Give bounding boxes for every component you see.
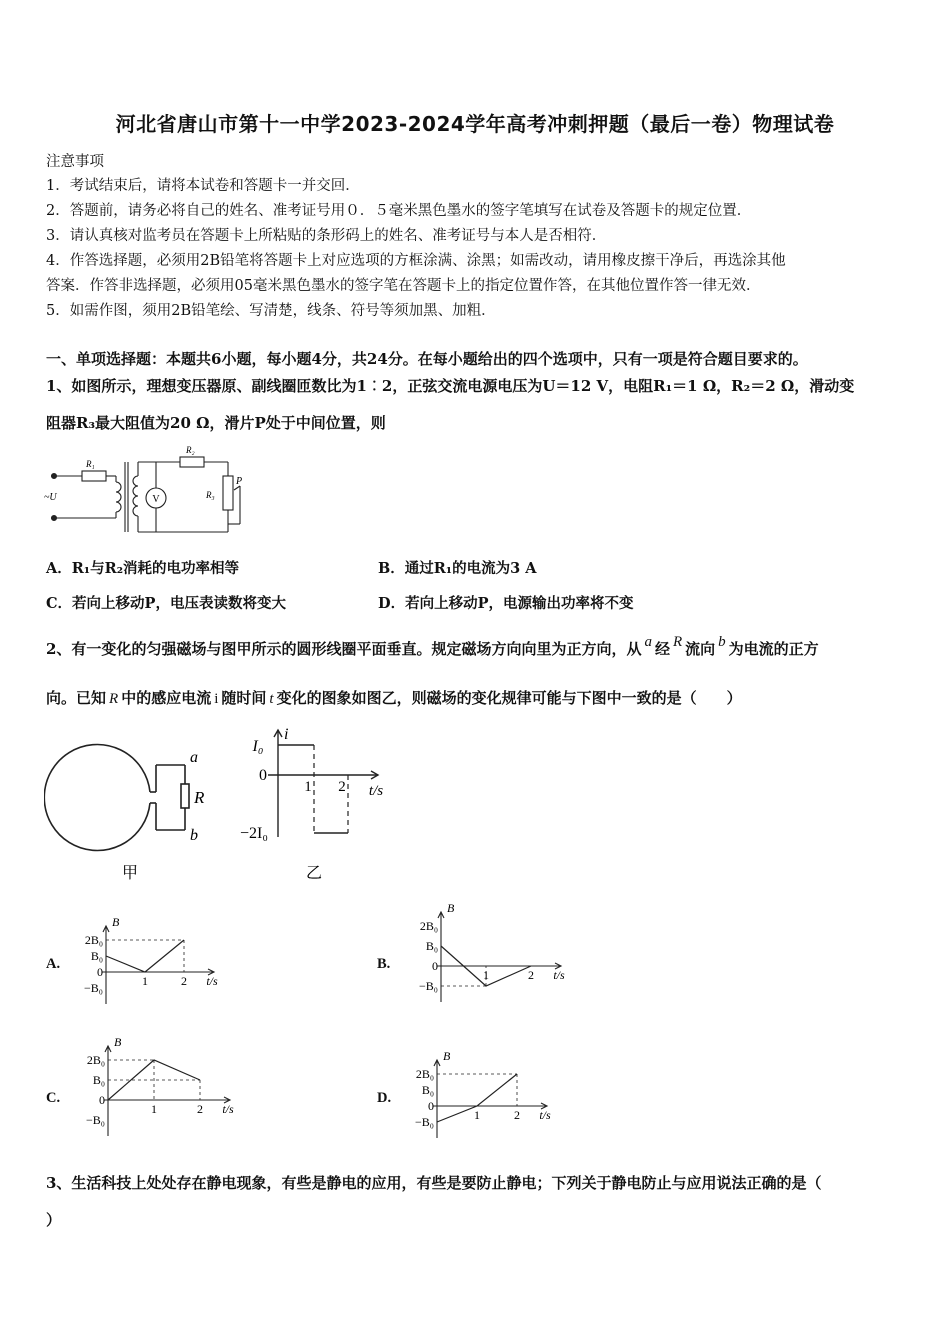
q1-option-a[interactable]: A．R₁与R₂消耗的电功率相等 [46,560,240,577]
q2-symbol-i: i [214,691,219,707]
tick-zero: 0 [428,1099,434,1113]
q2-option-b-label[interactable]: B. [377,956,391,972]
notice-item: 2．答题前，请务必将自己的姓名、准考证号用０．５毫米黑色墨水的签字笔填写在试卷及答题卡的规定位置． [46,203,752,219]
q3-stem-line2: ） [46,1211,62,1229]
jia-label-r: R [194,788,205,807]
r3-label: R₃ [206,490,215,500]
q2-symbol-b: b [718,634,726,650]
tick-2b0: 2B₀ [419,919,438,933]
axis-label-b: B [114,1035,122,1049]
jia-caption: 甲 [121,863,139,882]
q2-text: 2、有一变化的匀强磁场与图甲所示的圆形线圈平面垂直。规定磁场方向向里为正方向，从 [46,640,642,658]
q2-symbol-r: R [672,634,683,650]
tick-b0: B₀ [421,1083,434,1097]
yi-tick-2: 2 [338,779,346,795]
q2-symbol-r: R [109,691,119,707]
axis-label-t: t/s [539,1108,551,1122]
jia-label-b: b [190,827,198,844]
q2-graph-d[interactable] [405,1042,565,1150]
r2-label: R₂ [186,445,195,455]
q2-option-c-label[interactable]: C. [46,1090,61,1106]
q2-text: 流向 [685,640,716,658]
q2-text: 变化的图象如图乙，则磁场的变化规律可能与下图中一致的是（ ） [276,689,742,707]
notice-item: 4．作答选择题，必须用2B铅笔将答题卡上对应选项的方框涂满、涂黑；如需改动，请用橡皮擦干净后，再选涂其他 [46,253,786,269]
tick-zero: 0 [97,965,103,979]
tick-2b0: 2B₀ [86,1053,105,1067]
yi-tick-neg: −2I₀ [240,825,268,842]
tick-neg-b0: −B₀ [419,979,438,993]
axis-label-t: t/s [553,968,565,982]
q2-text: 为电流的正方 [728,640,819,658]
tick-neg-b0: −B₀ [415,1115,434,1129]
notice-item: 3．请认真核对监考员在答题卡上所粘贴的条形码上的姓名、准考证号与本人是否相符． [46,228,607,244]
section-heading: 一、单项选择题：本题共6小题，每小题4分，共24分。在每小题给出的四个选项中，只有一项是符合题目要求的。 [46,350,808,368]
r1-label: R₁ [86,459,95,469]
q2-text: 中的感应电流 [121,689,212,707]
q2-graph-a[interactable] [72,906,222,1006]
q2-stem-line2 [46,687,742,708]
notice-item: 5．如需作图，须用2B铅笔绘、写清楚，线条、符号等须加黑、加粗． [46,303,496,319]
voltmeter-label: V [152,494,160,505]
tick-2: 2 [514,1108,520,1122]
tick-1: 1 [151,1102,157,1116]
tick-zero: 0 [99,1093,105,1107]
yi-axis-i: i [284,726,289,743]
q1-stem-line1: 1、如图所示，理想变压器原、副线圈匝数比为1︰2，正弦交流电源电压为U＝12 V，电阻R₁＝1 Ω，R₂＝2 Ω，滑动变 [46,377,855,395]
q2-symbol-t: t [269,691,274,707]
tick-neg-b0: −B₀ [86,1113,105,1127]
b-curve [106,940,184,972]
tick-1: 1 [474,1108,480,1122]
axis-label-b: B [443,1049,451,1063]
axis-label-b: B [112,915,120,929]
q2-text: 经 [654,640,670,658]
q2-option-a-label[interactable]: A. [46,956,61,972]
tick-zero: 0 [432,959,438,973]
q2-graph-b[interactable] [405,898,575,1008]
tick-2: 2 [181,974,187,988]
axis-label-b: B [447,901,455,915]
q2-stem-line1 [46,634,819,659]
notice-item: 答案．作答非选择题，必须用05毫米黑色墨水的签字笔在答题卡上的指定位置作答，在其他位置作答一律无效． [46,278,761,294]
q2-graph-c[interactable] [72,1030,242,1150]
axis-label-t: t/s [206,974,218,988]
yi-tick-zero: 0 [259,767,267,784]
page-title: 河北省唐山市第十一中学2023-2024学年高考冲刺押题（最后一卷）物理试卷 [115,112,835,136]
tick-b0: B₀ [90,949,103,963]
jia-label-a: a [190,749,198,766]
q2-option-d-label[interactable]: D. [377,1090,392,1106]
yi-tick-1: 1 [304,779,312,795]
yi-caption: 乙 [305,863,323,882]
notice-item: 1．考试结束后，请将本试卷和答题卡一并交回． [46,178,360,194]
tick-b0: B₀ [425,939,438,953]
tick-2: 2 [197,1102,203,1116]
axis-label-t: t/s [222,1102,234,1116]
source-u-label: ~U [44,492,57,503]
tick-b0: B₀ [92,1073,105,1087]
tick-1: 1 [142,974,148,988]
tick-2b0: 2B₀ [84,933,103,947]
q2-text: 向。已知 [46,689,107,707]
yi-axis-t: t/s [368,783,384,799]
q1-option-d[interactable]: D．若向上移动P，电源输出功率将不变 [378,595,634,612]
notice-heading: 注意事项 [46,154,104,170]
q2-figure-yi [228,725,398,885]
tick-neg-b0: −B₀ [84,981,103,995]
tick-2: 2 [528,968,534,982]
tick-1: 1 [483,968,489,982]
q1-circuit-figure [44,442,254,538]
q3-stem-line1: 3、生活科技上处处存在静电现象，有些是静电的应用，有些是要防止静电；下列关于静电防止与应用说法正确的是（ [46,1174,822,1192]
q2-symbol-a: a [644,634,652,650]
q2-figure-jia [44,740,224,885]
yi-tick-i0: I₀ [252,738,264,755]
tick-2b0: 2B₀ [415,1067,434,1081]
q1-option-c[interactable]: C．若向上移动P，电压表读数将变大 [46,595,286,612]
q1-stem-line2: 阻器R₃最大阻值为20 Ω，滑片P处于中间位置，则 [46,414,386,432]
slider-p-label: P [236,476,243,487]
q1-option-b[interactable]: B．通过R₁的电流为3 A [378,560,537,577]
q2-text: 随时间 [221,689,267,707]
